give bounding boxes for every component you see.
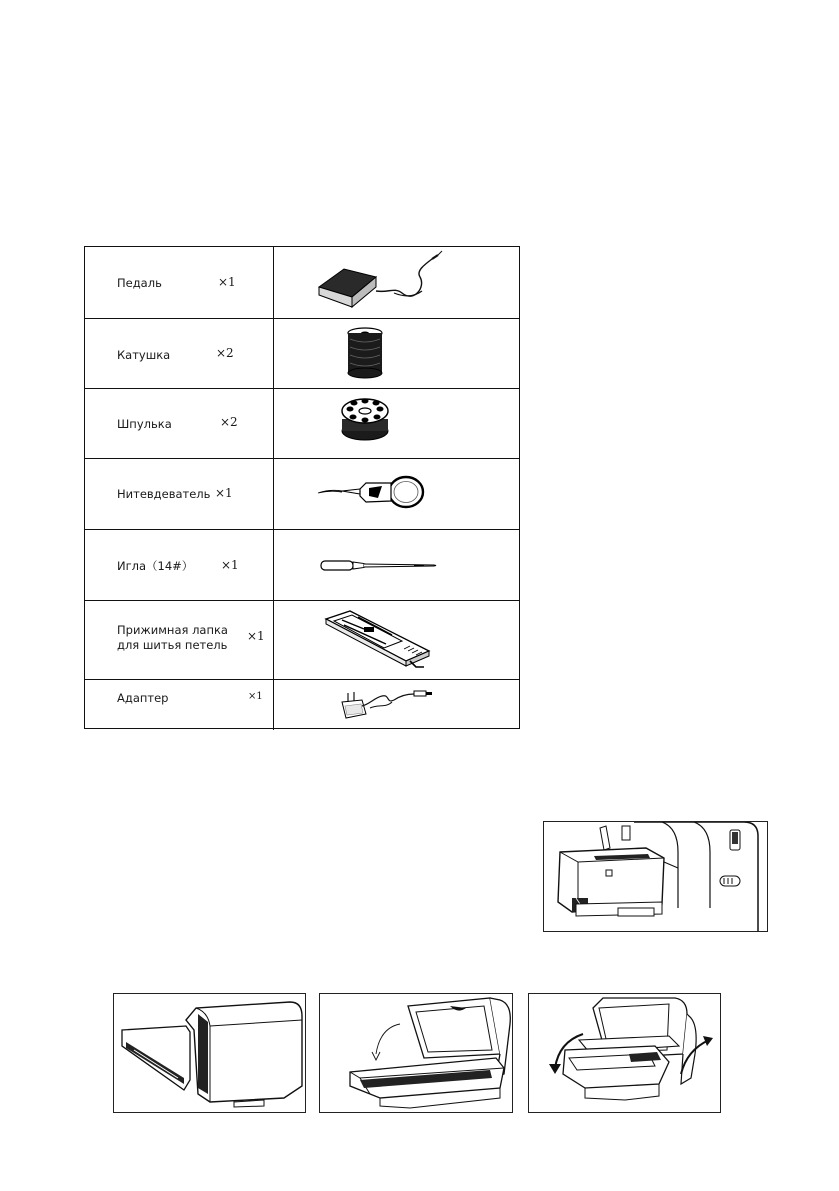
extension-table-lid-opening-icon [320,994,513,1113]
table-row [85,680,519,730]
accessory-quantity: ×1 [215,486,233,500]
accessory-quantity: ×1 [218,275,236,289]
accessory-name: Катушка [117,348,171,362]
accessory-quantity: ×2 [216,346,234,360]
accessories-table [84,246,520,729]
table-row [85,530,519,601]
table-row [85,319,519,389]
accessory-name: Прижимная лапка для шитья петель [117,623,228,652]
accessory-name: Нитевдеватель [117,487,211,501]
accessory-quantity: ×2 [220,415,238,429]
extension-table-closed-icon [114,994,306,1113]
sewing-machine-figure [543,821,768,932]
table-row [85,601,519,680]
thread-spool-icon [274,319,520,389]
accessory-name: Игла（14#） [117,559,194,573]
foot-pedal-icon [274,247,520,319]
accessory-quantity: ×1 [247,629,265,643]
extension-table-removing-icon [529,994,721,1113]
needle-icon [274,530,520,601]
accessory-name: Адаптер [117,691,169,705]
table-row [85,389,519,459]
needle-threader-icon [274,459,520,530]
table-row [85,459,519,530]
power-adapter-icon [274,680,520,730]
extension-table-step-2 [319,993,513,1113]
extension-table-step-1 [113,993,306,1113]
bobbin-icon [274,389,520,459]
accessory-name: Педаль [117,276,162,290]
accessory-quantity: ×1 [221,558,239,572]
accessory-name: Шпулька [117,417,172,431]
table-row [85,247,519,319]
extension-table-step-3 [528,993,721,1113]
sewing-machine-with-extension-table-icon [544,822,768,932]
buttonhole-foot-icon [274,601,520,680]
accessory-quantity: ×1 [248,691,263,702]
